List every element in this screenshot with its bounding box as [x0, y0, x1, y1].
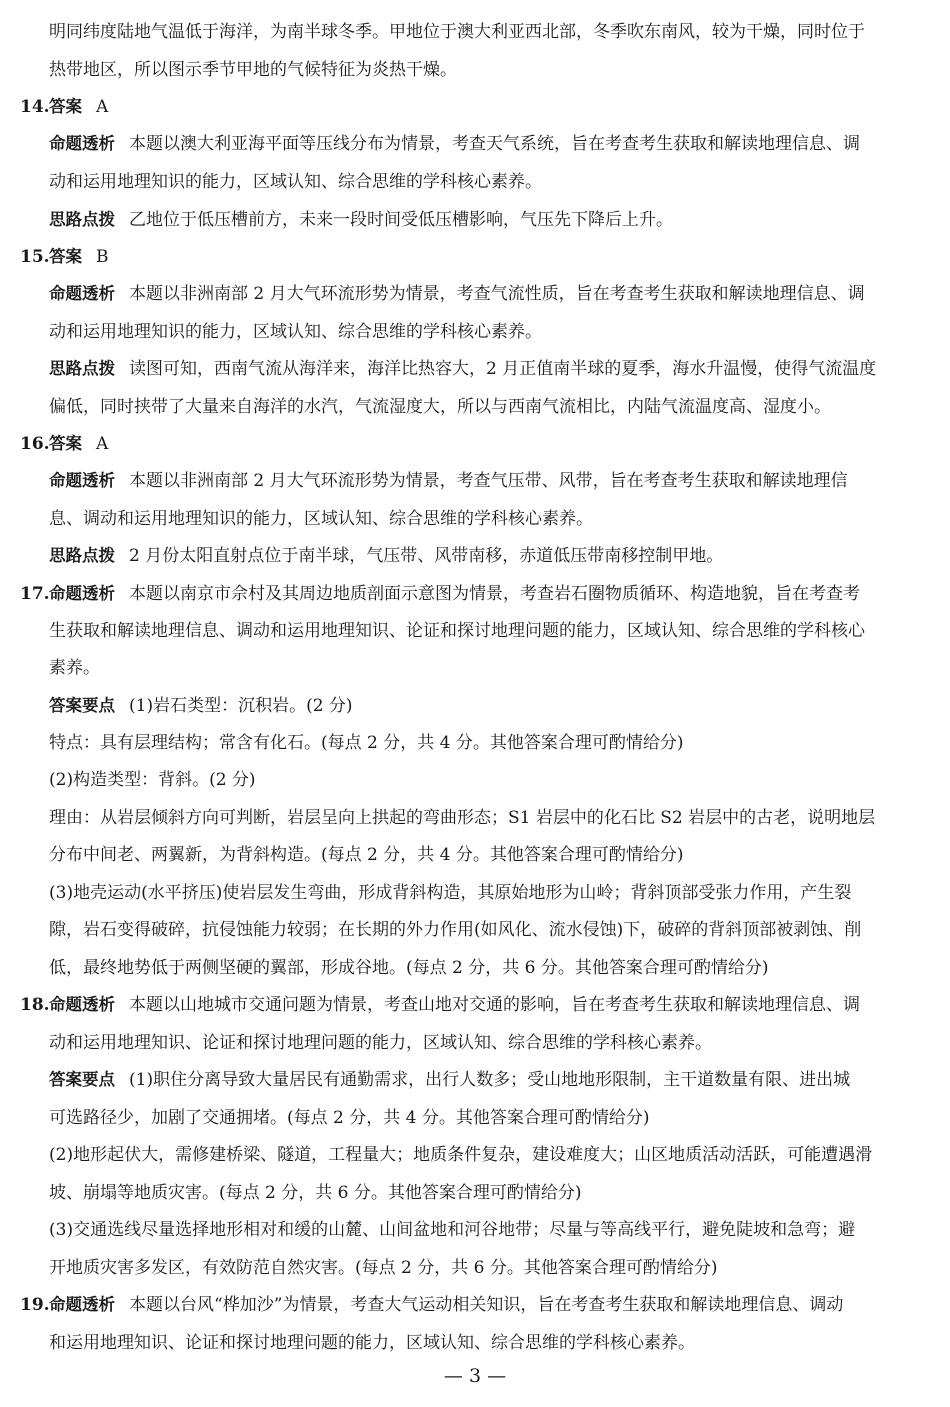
point-text: 坡、崩塌等地质灾害。(每点 2 分，共 6 分。其他答案合理可酌情给分): [49, 1183, 582, 1203]
analysis-text: 动和运用地理知识的能力，区域认知、综合思维的学科核心素养。: [49, 172, 542, 192]
analysis-label: 命题透析: [49, 1295, 115, 1314]
intro-line: 热带地区，所以图示季节甲地的气候特征为炎热干燥。: [49, 60, 457, 80]
analysis-text: 本题以台风“桦加沙”为情景，考查大气运动相关知识，旨在考查考生获取和解读地理信息、调动: [129, 1295, 844, 1315]
question-number: 19.: [20, 1295, 50, 1315]
hint-text: 2 月份太阳直射点位于南半球，气压带、风带南移，赤道低压带南移控制甲地。: [129, 546, 724, 566]
hint-text: 偏低，同时挟带了大量来自海洋的水汽，气流湿度大，所以与西南气流相比，内陆气流温度高、湿度小。: [49, 397, 831, 417]
answer-label: 答案: [49, 97, 82, 116]
analysis-row: [49, 133, 860, 155]
points-label: 答案要点: [49, 696, 115, 715]
question-number: 18.: [20, 995, 50, 1015]
point-text: (1)岩石类型：沉积岩。(2 分): [129, 696, 353, 716]
question-number: 17.: [20, 584, 50, 604]
points-row: [49, 1069, 850, 1091]
analysis-text: 本题以非洲南部 2 月大气环流形势为情景，考查气压带、风带，旨在考查考生获取和解读地理信: [129, 471, 848, 491]
analysis-text: 素养。: [49, 658, 100, 678]
answer-label: 答案: [49, 434, 82, 453]
hint-label: 思路点拨: [49, 546, 115, 565]
analysis-label: 命题透析: [49, 995, 115, 1014]
analysis-row: [49, 994, 860, 1016]
point-text: 开地质灾害多发区，有效防范自然灾害。(每点 2 分，共 6 分。其他答案合理可酌情给分): [49, 1258, 718, 1278]
answer-value: B: [96, 247, 109, 267]
analysis-text: 和运用地理知识、论证和探讨地理问题的能力，区域认知、综合思维的学科核心素养。: [49, 1333, 695, 1353]
analysis-text: 息、调动和运用地理知识的能力，区域认知、综合思维的学科核心素养。: [49, 509, 593, 529]
hint-row: [49, 209, 673, 231]
point-text: 隙，岩石变得破碎，抗侵蚀能力较弱；在长期的外力作用(如风化、流水侵蚀)下，破碎的背斜顶部被剥蚀、削: [49, 920, 862, 940]
analysis-text: 本题以澳大利亚海平面等压线分布为情景，考查天气系统，旨在考查考生获取和解读地理信息、调: [129, 134, 860, 154]
analysis-label: 命题透析: [49, 584, 115, 603]
question-number: 16.: [20, 434, 50, 454]
answer-value: A: [96, 97, 109, 117]
answer-label: 答案: [49, 247, 82, 266]
answer-row: [49, 433, 108, 455]
point-text: (2)地形起伏大，需修建桥梁、隧道，工程量大；地质条件复杂，建设难度大；山区地质活动活跃，可能遭遇滑: [49, 1145, 873, 1165]
point-text: 可选路径少，加剧了交通拥堵。(每点 2 分，共 4 分。其他答案合理可酌情给分): [49, 1108, 650, 1128]
point-text: 低，最终地势低于两侧坚硬的翼部，形成谷地。(每点 2 分，共 6 分。其他答案合理可酌情给分): [49, 958, 769, 978]
answer-row: [49, 96, 108, 118]
intro-line: 明同纬度陆地气温低于海洋，为南半球冬季。甲地位于澳大利亚西北部，冬季吹东南风，较为干燥，同时位于: [49, 22, 865, 42]
hint-row: [49, 358, 876, 380]
point-text: 理由：从岩层倾斜方向可判断，岩层呈向上拱起的弯曲形态；S1 岩层中的化石比 S2 岩层中的古老，说明地层: [49, 808, 876, 828]
point-text: (1)职住分离导致大量居民有通勤需求，出行人数多；受山地地形限制，主干道数量有限、进出城: [129, 1070, 851, 1090]
point-text: (2)构造类型：背斜。(2 分): [49, 770, 256, 790]
analysis-row: [49, 583, 860, 605]
analysis-text: 动和运用地理知识、论证和探讨地理问题的能力，区域认知、综合思维的学科核心素养。: [49, 1033, 712, 1053]
point-text: 分布中间老、两翼新，为背斜构造。(每点 2 分，共 4 分。其他答案合理可酌情给分): [49, 845, 684, 865]
point-text: 特点：具有层理结构；常含有化石。(每点 2 分，共 4 分。其他答案合理可酌情给分): [49, 733, 684, 753]
analysis-text: 本题以南京市佘村及其周边地质剖面示意图为情景，考查岩石圈物质循环、构造地貌，旨在考查考: [129, 584, 860, 604]
hint-row: [49, 545, 723, 567]
point-text: (3)交通选线尽量选择地形相对和缓的山麓、山间盆地和河谷地带；尽量与等高线平行，避免陡坡和急弯；避: [49, 1220, 856, 1240]
points-label: 答案要点: [49, 1070, 115, 1089]
analysis-row: [49, 283, 865, 305]
analysis-label: 命题透析: [49, 284, 115, 303]
analysis-row: [49, 1294, 843, 1316]
analysis-row: [49, 470, 848, 492]
question-number: 15.: [20, 247, 50, 267]
answer-row: [49, 246, 109, 268]
answer-value: A: [96, 434, 109, 454]
hint-text: 读图可知，西南气流从海洋来，海洋比热容大，2 月正值南半球的夏季，海水升温慢，使得气流温度: [129, 359, 877, 379]
analysis-text: 生获取和解读地理信息、调动和运用地理知识、论证和探讨地理问题的能力，区域认知、综合思维的学科核心: [49, 621, 865, 641]
analysis-text: 动和运用地理知识的能力，区域认知、综合思维的学科核心素养。: [49, 322, 542, 342]
analysis-label: 命题透析: [49, 471, 115, 490]
point-text: (3)地壳运动(水平挤压)使岩层发生弯曲，形成背斜构造，其原始地形为山岭；背斜顶部受张力作用，产生裂: [49, 883, 852, 903]
page-number: — 3 —: [443, 1365, 507, 1387]
analysis-text: 本题以山地城市交通问题为情景，考查山地对交通的影响，旨在考查考生获取和解读地理信息、调: [129, 995, 860, 1015]
hint-label: 思路点拨: [49, 210, 115, 229]
analysis-text: 本题以非洲南部 2 月大气环流形势为情景，考查气流性质，旨在考查考生获取和解读地理信息、调: [129, 284, 865, 304]
hint-label: 思路点拨: [49, 359, 115, 378]
analysis-label: 命题透析: [49, 134, 115, 153]
question-number: 14.: [20, 97, 50, 117]
hint-text: 乙地位于低压槽前方，未来一段时间受低压槽影响，气压先下降后上升。: [129, 210, 673, 230]
points-row: [49, 695, 353, 717]
